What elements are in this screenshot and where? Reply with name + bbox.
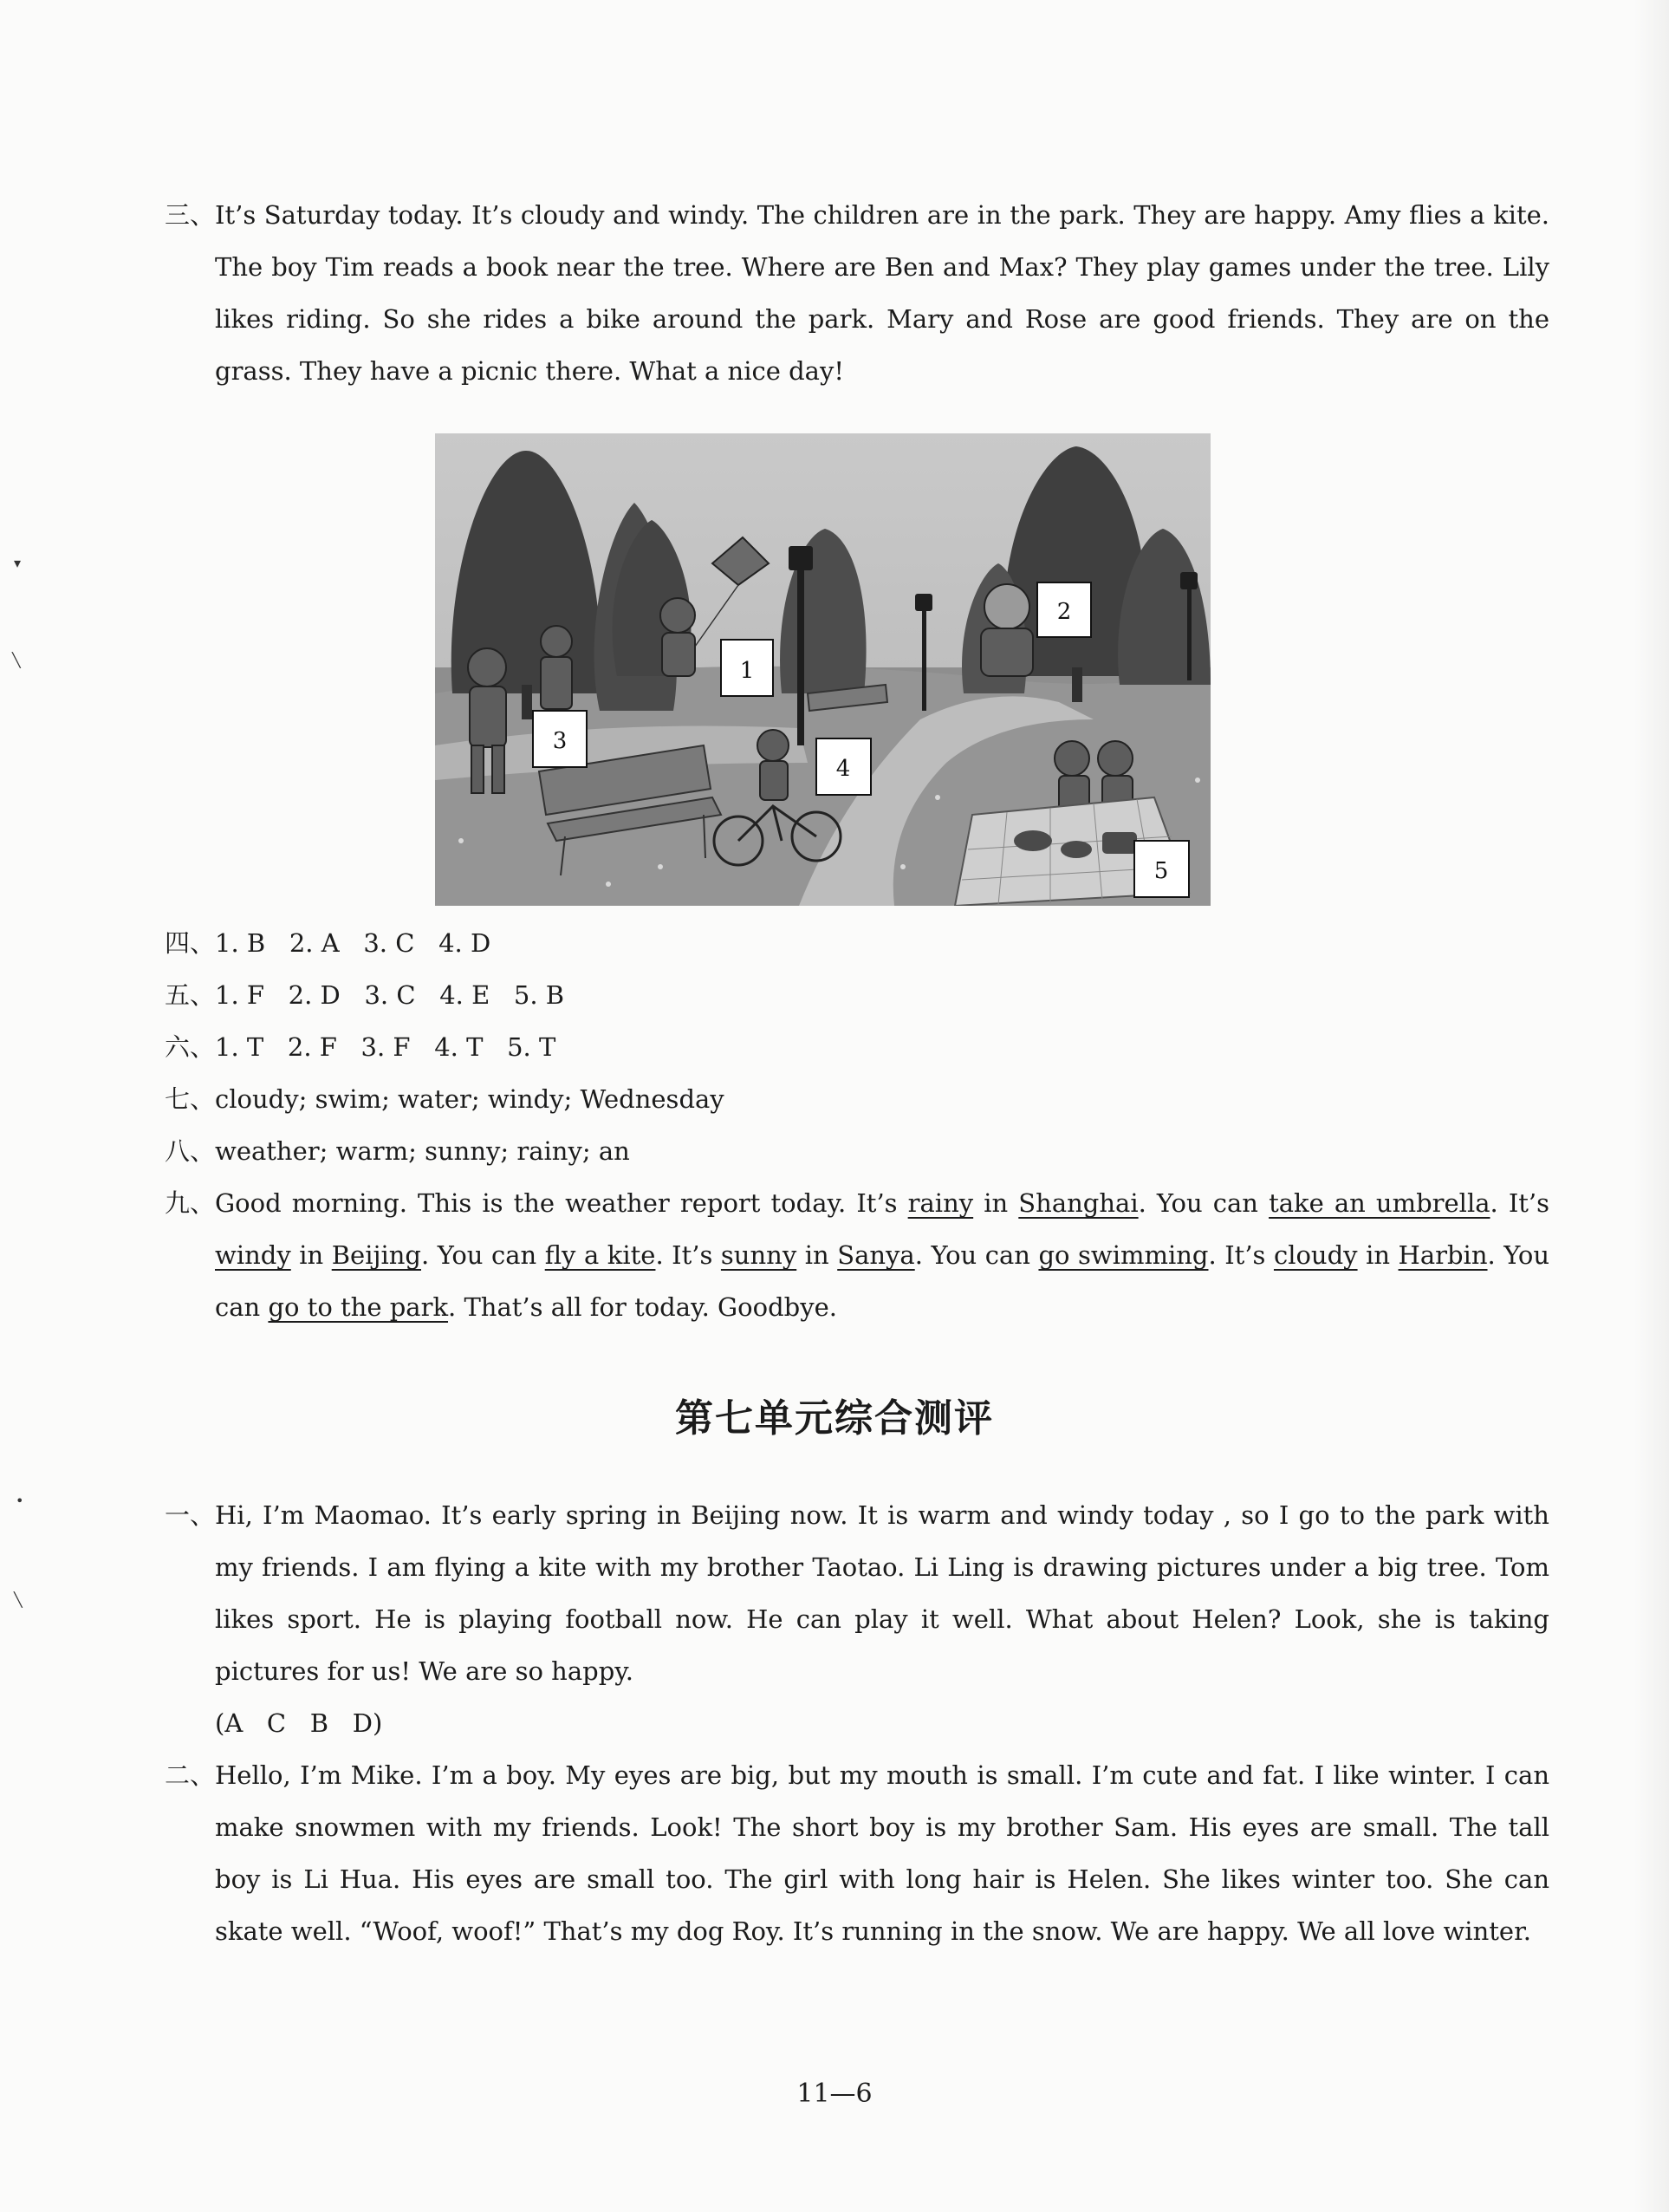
- park-illustration: [435, 433, 1211, 906]
- margin-mark: ╲: [14, 1591, 23, 1608]
- unit-7-section-1-passage: [165, 1489, 1549, 1697]
- unit-7-section-2-label: 二、: [165, 1760, 216, 1790]
- picture-box-1: [721, 640, 773, 696]
- answer-blank: rainy: [907, 1188, 974, 1218]
- text-run: in: [1357, 1240, 1399, 1270]
- text-run: . You can: [914, 1240, 1039, 1270]
- answer-blank: fly a kite: [544, 1240, 656, 1270]
- picture-box-4-label: 4: [835, 756, 851, 782]
- unit-7-section-2-passage: [165, 1749, 1549, 1957]
- picture-box-4: [816, 738, 871, 795]
- text-run: in: [973, 1188, 1019, 1218]
- section-7-answers: 七、cloudy; swim; water; windy; Wednesday: [165, 1084, 724, 1114]
- unit-7-section-2-text: Hello, I’m Mike. I’m a boy. My eyes are big, but my mouth is small. I’m cute and fat. I like winter. I can make snowmen with my friends. Look! The short boy is my brother Sam. His eyes are small. The tall boy is Li Hua. His eyes are small too. The girl with long hair is Helen. She likes winter too. She can skate well. “Woof, woof!” That’s my dog Roy. It’s running in the snow. We are happy. We all love winter.: [215, 1760, 1549, 1946]
- picture-box-5-label: 5: [1153, 858, 1169, 884]
- text-run: . You can: [215, 1240, 1550, 1322]
- picture-box-3: [533, 711, 587, 767]
- section-4-answers: 四、1. B 2. A 3. C 4. D: [165, 928, 491, 958]
- section-9-passage: [165, 1177, 1549, 1333]
- answer-blank: Sanya: [837, 1240, 915, 1270]
- text-run: . It’s: [1208, 1240, 1274, 1270]
- unit-7-title: 第七单元综合测评: [675, 1396, 994, 1441]
- section-3-text: It’s Saturday today. It’s cloudy and windy. The children are in the park. They are happy. Amy flies a kite. The boy Tim reads a book near the tree. Where are Ben and Max? They play games under the tree. Lily likes riding. So she rides a bike around the park. Mary and Rose are good friends. They are on the grass. They have a picnic there. What a nice day!: [215, 200, 1549, 386]
- margin-mark: •: [16, 1493, 24, 1509]
- answer-blank: sunny: [720, 1240, 797, 1270]
- unit-7-section-1-label: 一、: [165, 1500, 216, 1530]
- answer-blank: go swimming: [1038, 1240, 1209, 1270]
- text-run: . That’s all for today. Goodbye.: [448, 1292, 837, 1322]
- picture-box-3-label: 3: [552, 728, 568, 754]
- answer-blank: take an umbrella: [1269, 1188, 1490, 1218]
- picture-box-5: [1134, 841, 1189, 897]
- margin-mark: ▾: [14, 555, 22, 571]
- text-run: . You can: [1138, 1188, 1270, 1218]
- answer-blank: go to the park: [268, 1292, 449, 1322]
- section-3-passage: [165, 189, 1549, 397]
- margin-mark: ╲: [12, 652, 21, 668]
- section-5-answers: 五、1. F 2. D 3. C 4. E 5. B: [165, 980, 565, 1010]
- section-8-answers: 八、weather; warm; sunny; rainy; an: [165, 1136, 630, 1166]
- text-run: in: [796, 1240, 838, 1270]
- answer-blank: cloudy: [1273, 1240, 1358, 1270]
- section-9-label: 九、: [165, 1188, 216, 1218]
- answer-blank: Harbin: [1398, 1240, 1488, 1270]
- section-3-label: 三、: [165, 200, 216, 230]
- text-run: . It’s: [655, 1240, 721, 1270]
- answer-blank: Beijing: [331, 1240, 421, 1270]
- text-run: . It’s: [1490, 1188, 1550, 1218]
- unit-7-section-1-text: Hi, I’m Maomao. It’s early spring in Beijing now. It is warm and windy today , so I go to the park with my friends. I am flying a kite with my brother Taotao. Li Ling is drawing pictures under a big tree. Tom likes sport. He is playing football now. He can play it well. What about Helen? Look, she is taking pictures for us! We are so happy.: [215, 1500, 1549, 1686]
- picture-box-2-label: 2: [1056, 599, 1072, 625]
- answer-blank: Shanghai: [1018, 1188, 1139, 1218]
- text-run: Good morning. This is the weather report today. It’s: [215, 1188, 908, 1218]
- page-edge-shadow: [1634, 0, 1669, 2212]
- text-run: . You can: [420, 1240, 545, 1270]
- picture-box-2: [1037, 582, 1091, 637]
- page-number: 11—6: [796, 2079, 873, 2109]
- text-run: in: [290, 1240, 332, 1270]
- answer-blank: windy: [215, 1240, 291, 1270]
- section-6-answers: 六、1. T 2. F 3. F 4. T 5. T: [165, 1032, 556, 1062]
- unit-7-section-1-answer: (A C B D): [215, 1708, 383, 1738]
- picture-box-1-label: 1: [739, 658, 755, 684]
